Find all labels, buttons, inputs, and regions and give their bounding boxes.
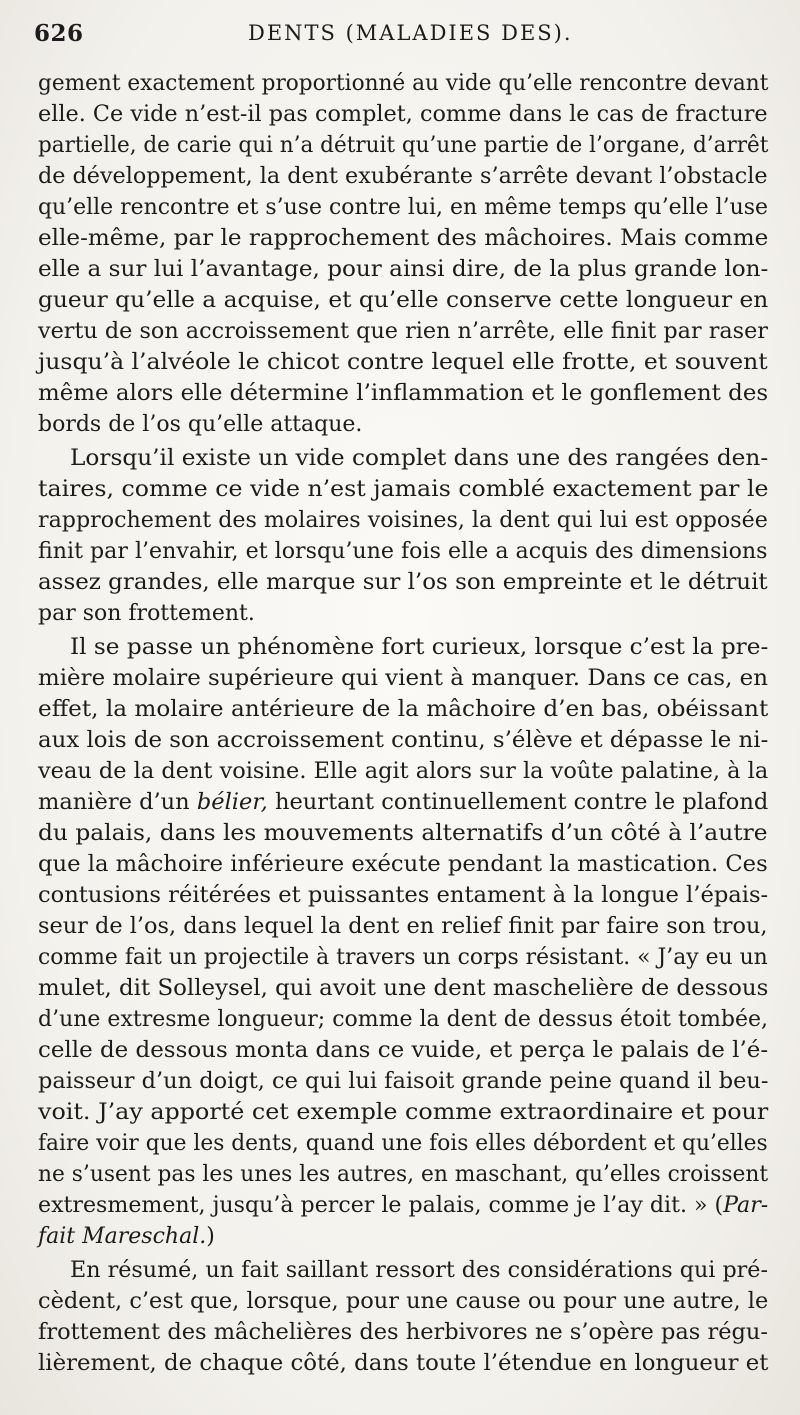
text-line: du palais, dans les mouvements alternatifs d’un côté à l’autre xyxy=(38,821,768,846)
text-line: comme fait un projectile à travers un corps résistant. « J’ay eu un xyxy=(38,945,768,970)
text-line: En résumé, un fait saillant ressort des considérations qui pré- xyxy=(70,1258,768,1283)
text-line: celle de dessous monta dans ce vuide, et perça le palais de l’é- xyxy=(38,1038,769,1063)
text-line: par son frottement. xyxy=(38,601,255,626)
text-line: d’une extresme longueur; comme la dent de dessus étoit tombée, xyxy=(38,1007,769,1032)
running-title: DENTS (MALADIES DES). xyxy=(248,21,573,45)
text-line: lièrement, de chaque côté, dans toute l’étendue en longueur et xyxy=(38,1351,769,1376)
text-line: gement exactement proportionné au vide qu’elle rencontre devant xyxy=(38,71,769,96)
text-line: elle. Ce vide n’est-il pas complet, comme dans le cas de fracture xyxy=(38,102,768,127)
text-line: elle a sur lui l’avantage, pour ainsi dire, de la plus grande lon- xyxy=(38,257,769,282)
text-line: elle-même, par le rapprochement des mâchoires. Mais comme xyxy=(38,226,769,251)
italic-term: bélier, xyxy=(196,790,268,815)
text-line: manière d’un bélier, heurtant continuellement contre le plafond xyxy=(38,790,769,815)
text-line: contusions réitérées et puissantes entament à la longue l’épais- xyxy=(38,883,769,908)
text-line: taires, comme ce vide n’est jamais comblé exactement par le xyxy=(38,477,769,502)
text-line: même alors elle détermine l’inflammation et le gonflement des xyxy=(38,381,769,406)
text-line: seur de l’os, dans lequel la dent en relief finit par faire son trou, xyxy=(38,914,768,939)
text-line: effet, la molaire antérieure de la mâchoire d’en bas, obéissant xyxy=(38,697,769,722)
text-line: assez grandes, elle marque sur l’os son empreinte et le détruit xyxy=(38,570,768,595)
text-line: Lorsqu’il existe un vide complet dans une des rangées den- xyxy=(70,446,769,471)
text-line: aux lois de son accroissement continu, s’élève et dépasse le ni- xyxy=(38,728,769,753)
text-line: Il se passe un phénomène fort curieux, lorsque c’est la pre- xyxy=(70,635,769,660)
text-line: paisseur d’un doigt, ce qui lui faisoit grande peine quand il beu- xyxy=(38,1069,769,1094)
text-line: frottement des mâchelières des herbivores ne s’opère pas régu- xyxy=(38,1320,769,1345)
text-line: vertu de son accroissement que rien n’arrête, elle finit par raser xyxy=(38,319,768,344)
page-number: 626 xyxy=(34,20,84,47)
text-line: mière molaire supérieure qui vient à manquer. Dans ce cas, en xyxy=(38,666,768,691)
page-header xyxy=(0,20,800,52)
text-line: extresmement, jusqu’à percer le palais, comme je l’ay dit. » (Par- xyxy=(38,1193,769,1218)
text-line: de développement, la dent exubérante s’arrête devant l’obstacle xyxy=(38,164,768,189)
italic-title: Par- xyxy=(723,1193,769,1218)
text-line: jusqu’à l’alvéole le chicot contre lequel elle frotte, et souvent xyxy=(38,350,768,375)
text-line: qu’elle rencontre et s’use contre lui, en même temps qu’elle l’use xyxy=(38,195,769,220)
text-line: fait Mareschal.) xyxy=(38,1224,215,1249)
text-line: ne s’usent pas les unes les autres, en maschant, qu’elles croissent xyxy=(38,1162,769,1187)
text-line: voit. J’ay apporté cet exemple comme extraordinaire et pour xyxy=(38,1100,769,1125)
text-line: que la mâchoire inférieure exécute pendant la mastication. Ces xyxy=(38,852,768,877)
text-line: mulet, dit Solleysel, qui avoit une dent maschelière de dessous xyxy=(38,976,769,1001)
text-line: veau de la dent voisine. Elle agit alors sur la voûte palatine, à la xyxy=(38,759,769,784)
text-line: faire voir que les dents, quand une fois elles débordent et qu’elles xyxy=(38,1131,768,1156)
text-line: rapprochement des molaires voisines, la dent qui lui est opposée xyxy=(38,508,768,533)
text-line: cèdent, c’est que, lorsque, pour une cause ou pour une autre, le xyxy=(38,1289,769,1314)
text-line: gueur qu’elle a acquise, et qu’elle conserve cette longueur en xyxy=(38,288,769,313)
text-line: finit par l’envahir, et lorsqu’une fois elle a acquis des dimensions xyxy=(38,539,768,564)
text-line: bords de l’os qu’elle attaque. xyxy=(38,412,363,437)
italic-title: fait Mareschal. xyxy=(38,1224,207,1249)
text-line: partielle, de carie qui n’a détruit qu’une partie de l’organe, d’arrêt xyxy=(38,133,769,158)
